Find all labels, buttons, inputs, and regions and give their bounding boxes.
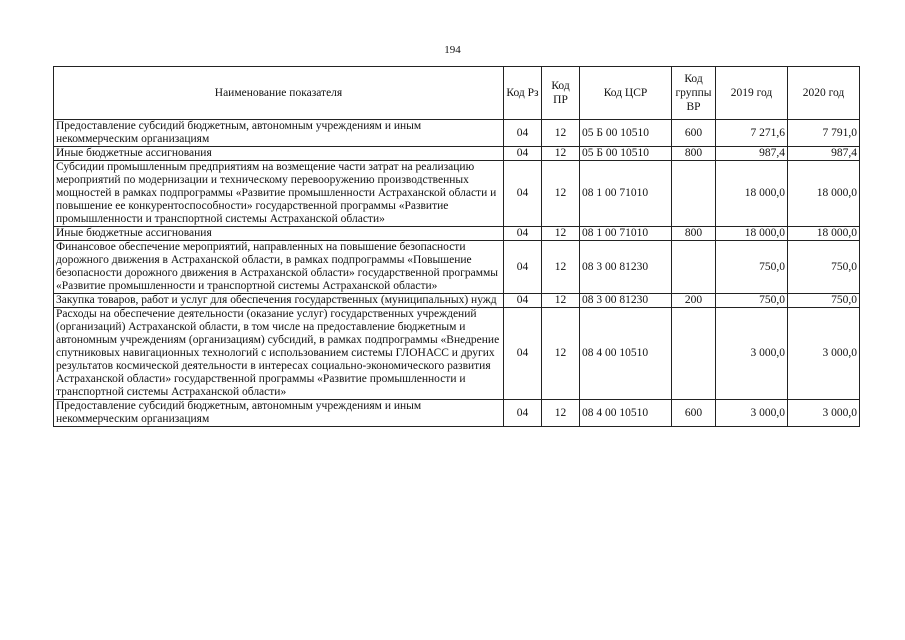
table-row [54, 161, 860, 227]
table-row [54, 294, 860, 308]
column-header-csr: Код ЦСР [580, 67, 672, 120]
row-2019: 750,0 [716, 294, 788, 308]
row-2019: 987,4 [716, 147, 788, 161]
row-csr: 05 Б 00 10510 [580, 120, 672, 147]
column-header-pr: Код ПР [542, 67, 580, 120]
row-name: Субсидии промышленным предприятиям на возмещение части затрат на реализацию мероприятий по модернизации и техническому перевооружению производственных мощностей в рамках подпрограммы «Развитие промышленности Астраханской области и повышение ее конкурентоспособности» государственной программы «Развитие промышленности и транспортной системы Астраханской области» [54, 161, 504, 227]
row-2019: 18 000,0 [716, 227, 788, 241]
column-header-vr: Код группы ВР [672, 67, 716, 120]
column-header-2020: 2020 год [788, 67, 860, 120]
row-2020: 3 000,0 [788, 400, 860, 427]
row-csr: 08 4 00 10510 [580, 308, 672, 400]
row-2020: 18 000,0 [788, 161, 860, 227]
row-rz: 04 [504, 227, 542, 241]
row-2020: 3 000,0 [788, 308, 860, 400]
row-2019: 7 271,6 [716, 120, 788, 147]
row-pr: 12 [542, 241, 580, 294]
table-header-row [54, 67, 860, 120]
row-2019: 750,0 [716, 241, 788, 294]
row-csr: 08 3 00 81230 [580, 241, 672, 294]
budget-table [53, 66, 860, 427]
row-2019: 18 000,0 [716, 161, 788, 227]
row-vr [672, 241, 716, 294]
table-row [54, 400, 860, 427]
row-name: Финансовое обеспечение мероприятий, направленных на повышение безопасности дорожного движения в Астраханской области, в рамках подпрограммы «Повышение безопасности дорожного движения в Астраханской области» государственной программы «Развитие промышленности и транспортной системы Астраханской области» [54, 241, 504, 294]
table-row [54, 308, 860, 400]
row-vr: 800 [672, 147, 716, 161]
row-pr: 12 [542, 400, 580, 427]
row-rz: 04 [504, 308, 542, 400]
page-number: 194 [444, 44, 461, 56]
row-name: Предоставление субсидий бюджетным, автономным учреждениям и иным некоммерческим организациям [54, 400, 504, 427]
row-rz: 04 [504, 400, 542, 427]
row-rz: 04 [504, 294, 542, 308]
row-rz: 04 [504, 120, 542, 147]
row-name: Иные бюджетные ассигнования [54, 147, 504, 161]
row-2019: 3 000,0 [716, 400, 788, 427]
column-header-rz: Код Рз [504, 67, 542, 120]
column-header-name: Наименование показателя [54, 67, 504, 120]
row-pr: 12 [542, 161, 580, 227]
row-vr: 600 [672, 120, 716, 147]
row-vr [672, 308, 716, 400]
row-rz: 04 [504, 161, 542, 227]
row-vr: 800 [672, 227, 716, 241]
row-vr: 600 [672, 400, 716, 427]
row-name: Закупка товаров, работ и услуг для обеспечения государственных (муниципальных) нужд [54, 294, 504, 308]
row-csr: 08 1 00 71010 [580, 161, 672, 227]
row-csr: 08 3 00 81230 [580, 294, 672, 308]
row-rz: 04 [504, 147, 542, 161]
row-name: Расходы на обеспечение деятельности (оказание услуг) государственных учреждений (организаций) Астраханской области, в том числе на предоставление бюджетным и автономным учреждениям (организациям) субсидий, в рамках подпрограммы «Внедрение спутниковых навигационных технологий с использованием системы ГЛОНАСС и других результатов космической деятельности в интересах социально-экономического развития Астраханской области» государственной программы «Развитие промышленности и транспортной системы Астраханской области» [54, 308, 504, 400]
row-name: Иные бюджетные ассигнования [54, 227, 504, 241]
row-csr: 05 Б 00 10510 [580, 147, 672, 161]
table-row [54, 147, 860, 161]
row-pr: 12 [542, 227, 580, 241]
row-2020: 750,0 [788, 241, 860, 294]
row-2019: 3 000,0 [716, 308, 788, 400]
row-name: Предоставление субсидий бюджетным, автономным учреждениям и иным некоммерческим организациям [54, 120, 504, 147]
row-2020: 750,0 [788, 294, 860, 308]
table-row [54, 120, 860, 147]
row-vr: 200 [672, 294, 716, 308]
row-pr: 12 [542, 294, 580, 308]
row-pr: 12 [542, 308, 580, 400]
column-header-2019: 2019 год [716, 67, 788, 120]
table-row [54, 241, 860, 294]
row-csr: 08 4 00 10510 [580, 400, 672, 427]
row-pr: 12 [542, 147, 580, 161]
row-2020: 7 791,0 [788, 120, 860, 147]
row-2020: 18 000,0 [788, 227, 860, 241]
row-2020: 987,4 [788, 147, 860, 161]
table-row [54, 227, 860, 241]
row-vr [672, 161, 716, 227]
row-rz: 04 [504, 241, 542, 294]
row-pr: 12 [542, 120, 580, 147]
row-csr: 08 1 00 71010 [580, 227, 672, 241]
